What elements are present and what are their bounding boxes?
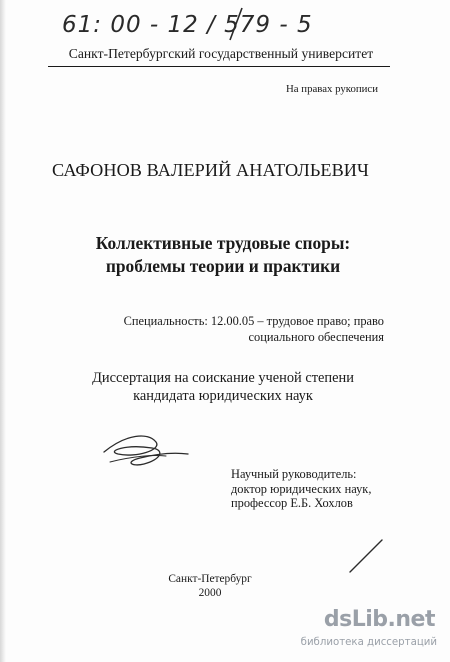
scan-edge-shadow — [0, 0, 6, 662]
place-and-year — [150, 573, 270, 600]
specialty-line-2: социального обеспечения — [248, 330, 384, 344]
dissertation-title — [78, 232, 368, 278]
dslib-watermark — [300, 607, 445, 655]
degree-line-2: кандидата юридических наук — [133, 388, 313, 404]
author-name: САФОНОВ ВАЛЕРИЙ АНАТОЛЬЕВИЧ — [52, 160, 369, 180]
degree-line-1: Диссертация на соискание ученой степени — [92, 370, 354, 386]
supervisor-name: профессор Е.Б. Хохлов — [231, 496, 353, 510]
title-line-2: проблемы теории и практики — [105, 256, 341, 276]
author-signature — [96, 428, 196, 472]
watermark-logo-ds: ds — [323, 607, 352, 632]
rights-note: На правах рукописи — [286, 83, 378, 95]
year: 2000 — [198, 586, 222, 599]
supervisor-block — [231, 467, 371, 511]
city: Санкт-Петербург — [168, 573, 252, 585]
header-divider — [48, 66, 390, 67]
supervisor-signature-stroke — [346, 536, 386, 576]
university-name: Санкт-Петербургский государственный университет — [68, 46, 374, 61]
specialty-block — [100, 313, 384, 345]
degree-statement — [60, 369, 386, 405]
handwritten-code-text: 61: 00 - 12 / 579 - 5 — [62, 12, 313, 38]
supervisor-degree: доктор юридических наук, — [231, 481, 372, 496]
watermark-logo-rest: Lib.net — [351, 607, 435, 632]
handwritten-catalog-code — [60, 2, 350, 42]
supervisor-role: Научный руководитель: — [231, 467, 357, 481]
watermark-subtitle: библиотека диссертаций — [300, 637, 437, 648]
title-line-1: Коллективные трудовые споры: — [95, 233, 351, 253]
specialty-line-1: Специальность: 12.00.05 – трудовое право; право — [123, 314, 384, 328]
watermark-logo — [324, 607, 435, 632]
